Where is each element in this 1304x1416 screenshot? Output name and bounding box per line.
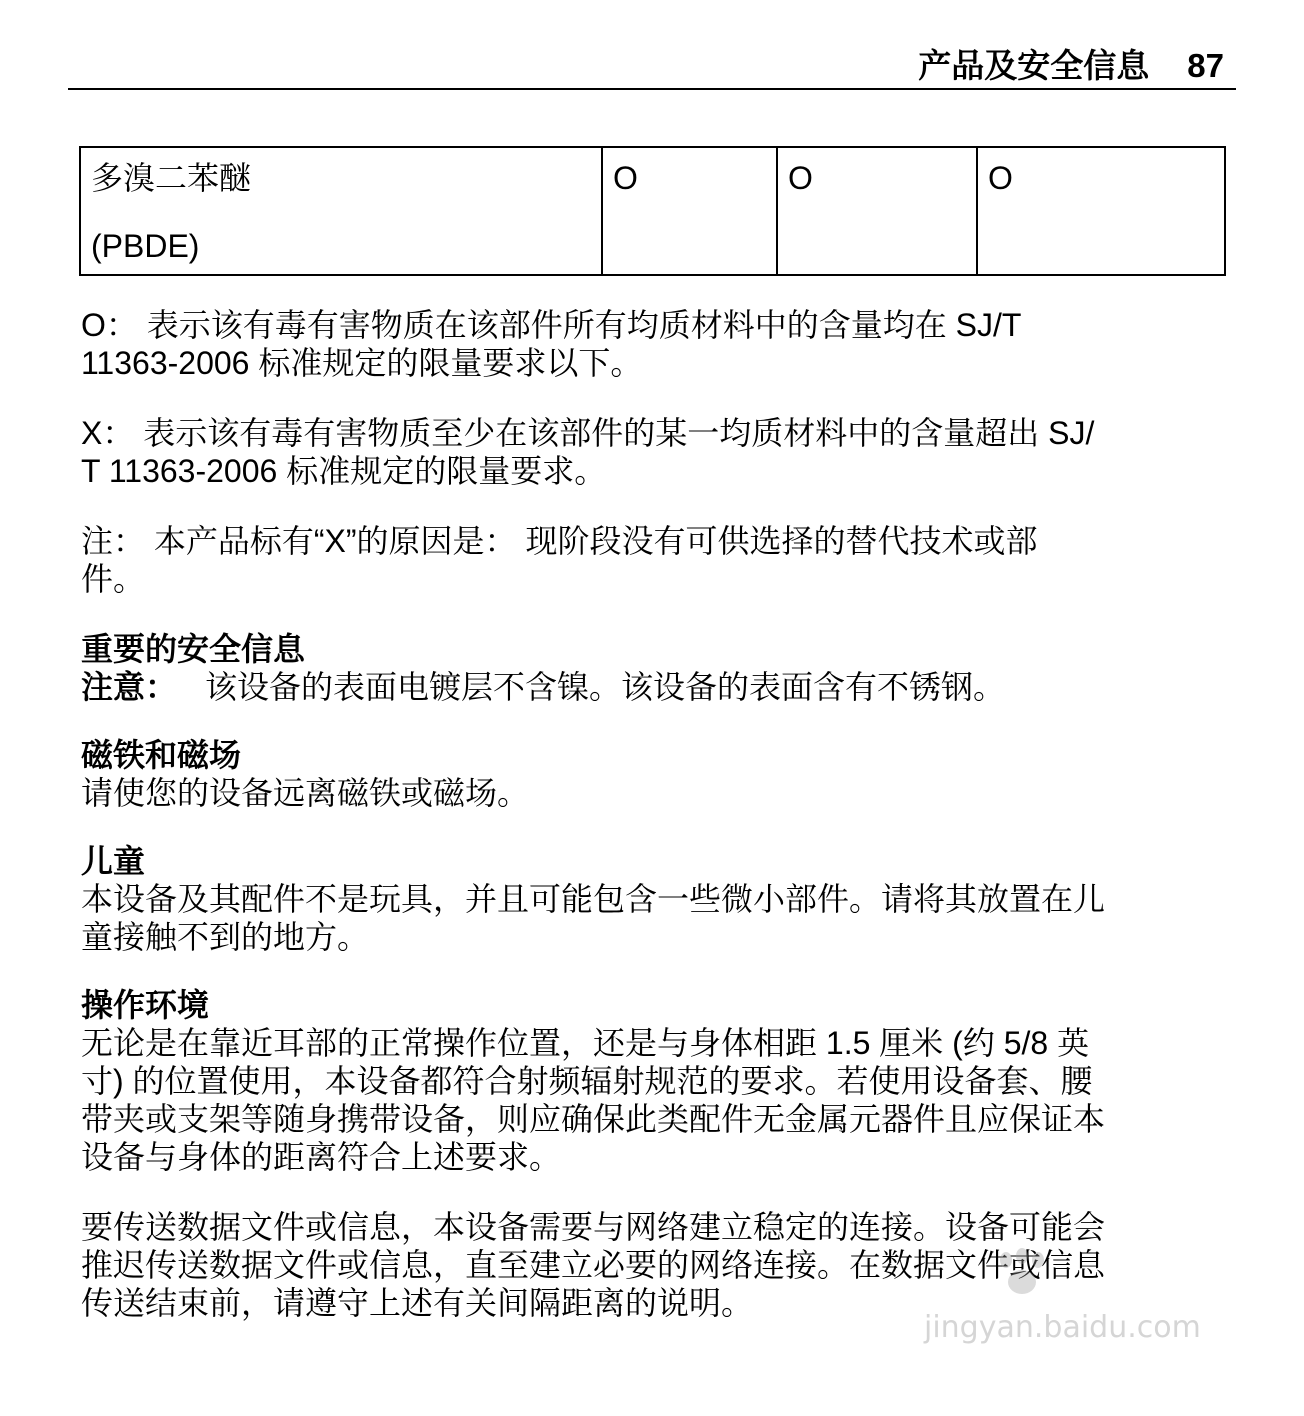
caution-label: 注意： [81,669,178,705]
children-line: 本设备及其配件不是玩具，并且可能包含一些微小部件。请将其放置在儿 [81,881,1106,917]
substance-abbr: (PBDE) [91,228,200,264]
table-cell: O [777,147,977,275]
substance-table [79,146,1226,276]
safety-caution [81,668,1231,706]
note-x-line: T 11363-2006 标准规定的限量要求。 [81,453,607,489]
header-title: 产品及安全信息 [918,47,1150,84]
main-content [81,306,1231,1322]
table-row [80,147,1225,275]
environment-line: 带夹或支架等随身携带设备，则应确保此类配件无金属元器件且应保证本 [81,1101,1106,1137]
safety-heading: 重要的安全信息 [81,631,306,667]
substance-name-cell [80,147,602,275]
note-x [81,414,1231,490]
note-o-line: 11363-2006 标准规定的限量要求以下。 [81,345,643,381]
environment-line: 传送结束前，请遵守上述有关间隔距离的说明。 [81,1285,754,1321]
environment-heading: 操作环境 [81,987,210,1023]
caution-text: 该设备的表面电镀层不含镍。该设备的表面含有不锈钢。 [205,669,1006,705]
children-text [81,880,1231,956]
environment-paragraph-2 [81,1208,1231,1322]
magnets-heading: 磁铁和磁场 [81,737,242,773]
environment-line: 设备与身体的距离符合上述要求。 [81,1139,562,1175]
environment-line: 推迟传送数据文件或信息，直至建立必要的网络连接。在数据文件或信息 [81,1247,1106,1283]
environment-line: 要传送数据文件或信息，本设备需要与网络建立稳定的连接。设备可能会 [81,1209,1106,1245]
magnets-text: 请使您的设备远离磁铁或磁场。 [81,775,530,811]
table-cell: O [977,147,1225,275]
watermark-text: jingyan.baidu.com [924,1310,1201,1345]
note-remark-line: 注： 本产品标有“X”的原因是： 现阶段没有可供选择的替代技术或部 [81,523,1038,559]
children-line: 童接触不到的地方。 [81,919,370,955]
environment-line: 无论是在靠近耳部的正常操作位置，还是与身体相距 1.5 厘米 (约 5/8 英 [81,1025,1090,1061]
table-cell: O [602,147,777,275]
note-remark-line: 件。 [81,561,146,597]
page-number: 87 [1187,47,1224,84]
note-remark [81,522,1231,598]
note-x-line: X： 表示该有毒有害物质至少在该部件的某一均质材料中的含量超出 SJ/ [81,415,1095,451]
page-header [68,44,1236,90]
environment-paragraph-1 [81,1024,1231,1176]
substance-name: 多溴二苯醚 [91,160,252,196]
note-o [81,306,1231,382]
note-o-line: O： 表示该有毒有害物质在该部件所有均质材料中的含量均在 SJ/T [81,307,1022,343]
children-heading: 儿童 [81,843,146,879]
environment-line: 寸) 的位置使用，本设备都符合射频辐射规范的要求。若使用设备套、腰 [81,1063,1093,1099]
